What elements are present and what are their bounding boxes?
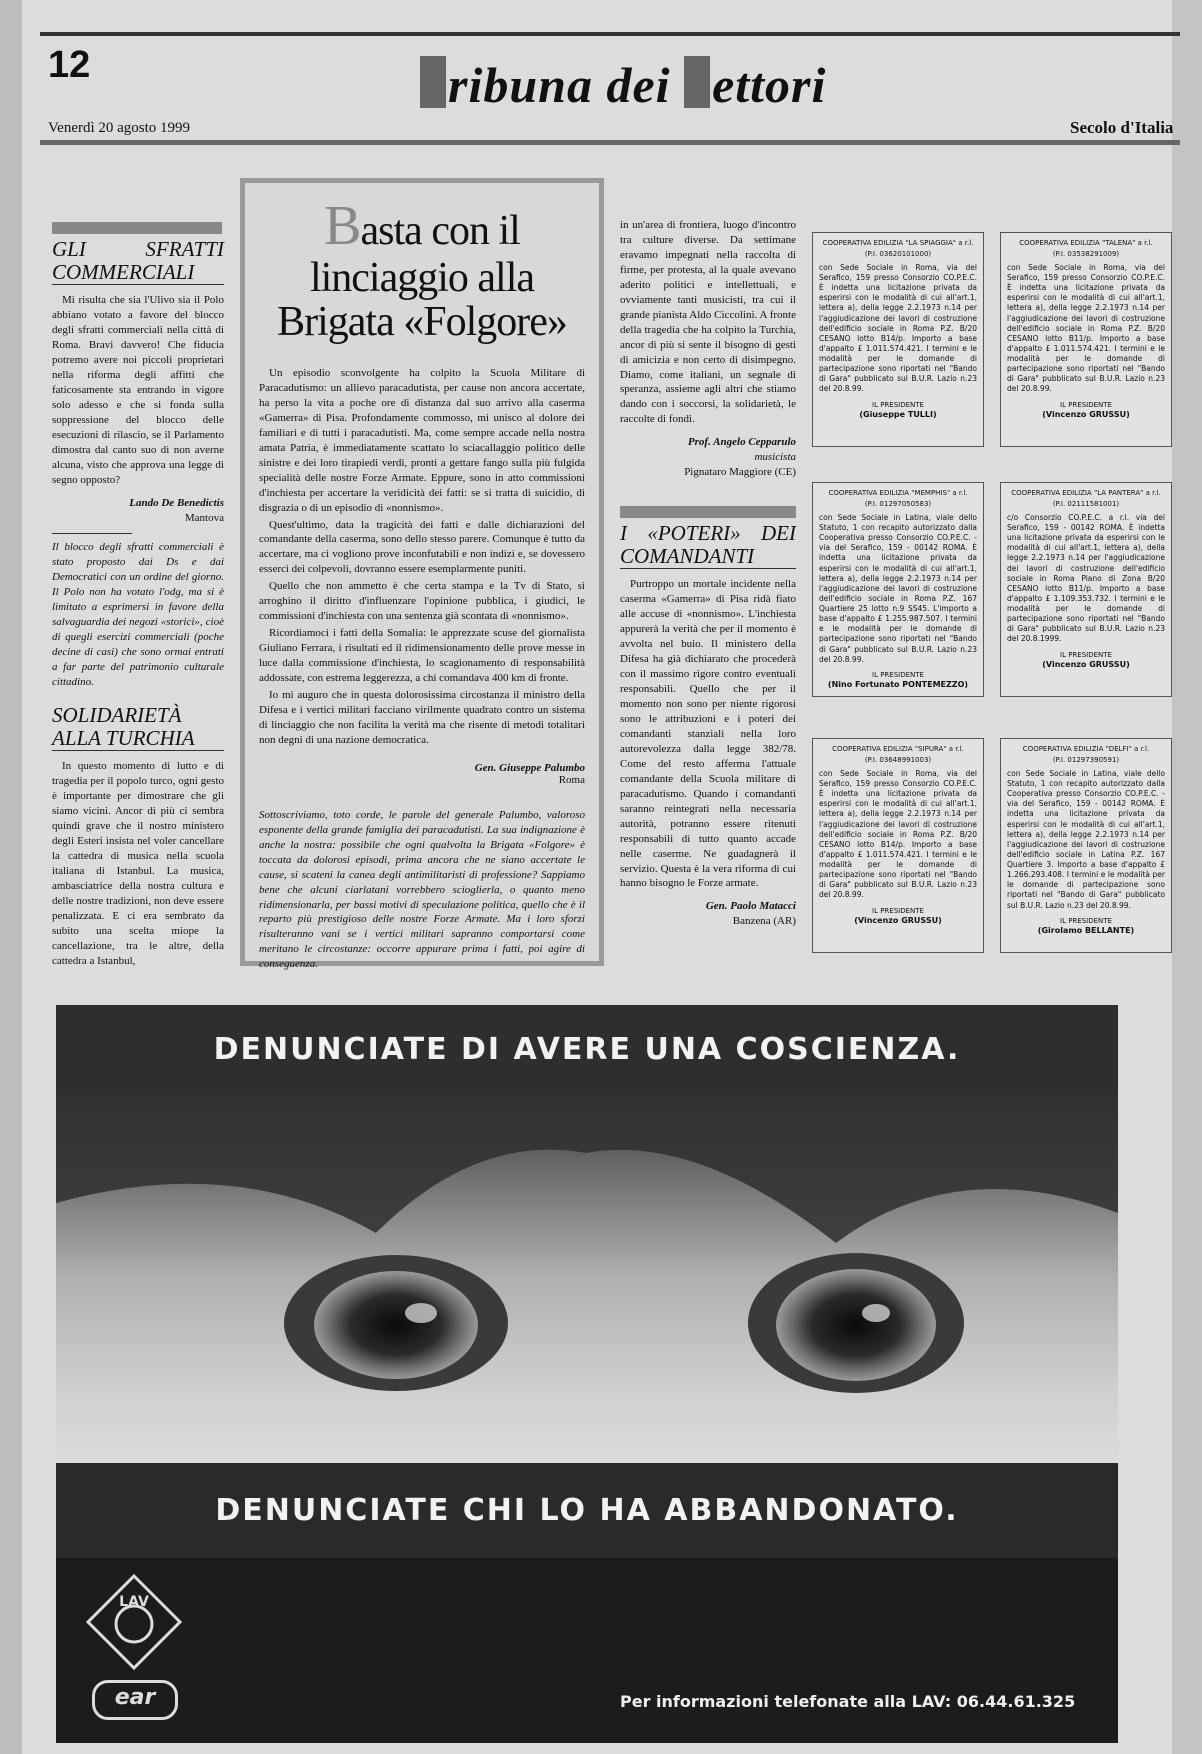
notice-vat: (P.I. 03538291009): [1052, 250, 1120, 259]
notice-title: COOPERATIVA EDILIZIA "MEMPHIS" a r.l.: [828, 489, 968, 497]
coop-notice: [1000, 738, 1172, 953]
feature-paragraph: Ricordiamoci i fatti della Somalia: le apprezzate scuse del giornalista Giuliano Ferrara, i risultati ed il ridimensionamento delle prove messe in luce dalla commissione d'inchiesta, lo scagionamento di responsabilità addossate, con estrema leggerezza, a chi comandava 400 km di fronte.: [259, 627, 585, 685]
ad-headline-top-banner: [56, 1005, 1118, 1093]
dateline: Venerdì 20 agosto 1999: [48, 120, 191, 136]
letter-city: Banzena (AR): [732, 915, 796, 928]
feature-paragraph: Io mi auguro che in questa dolorosissima circostanza il ministro della Difesa e i vertici militari facciano virilmente quadrato contro un sistema di linciaggio che non facilita la verità ma che risente di metodi totalitari non degni di una nazione democratica.: [259, 689, 585, 746]
notice-vat: (P.I. 02111581001): [1052, 500, 1120, 509]
feature-initial: B: [324, 195, 361, 257]
lav-logo-text: LAV: [119, 1594, 149, 1610]
dog-eyes-photo: [56, 1093, 1118, 1463]
notice-president-label: IL PRESIDENTE: [1060, 916, 1112, 925]
heading-band: [620, 506, 796, 518]
coop-notice: [812, 232, 984, 447]
masthead-part-1: ribuna dei: [448, 57, 685, 113]
page-binding: [0, 0, 22, 1754]
heading-band: [52, 222, 222, 234]
ad-footer: [56, 1558, 1118, 1743]
letter-city: Mantova: [184, 511, 224, 524]
notice-president-label: IL PRESIDENTE: [1060, 650, 1112, 659]
editor-reply: Il blocco degli sfratti commerciali è stato proposto dai Ds e dai Democratici con un ordine del giorno. Il Polo non ha votato l'odg, ma si è limitato a esprimersi in favore della salvaguardia dei negozi «storici», cioè di quegli esercizi commerciali (poche decine di casi) che sono ormai entrati a far parte del patrimonio culturale cittadino.: [52, 541, 224, 689]
left-column: [52, 222, 224, 971]
coop-notice: [812, 482, 984, 697]
letter-continuation: in un'area di frontiera, luogo d'incontro tra culture diverse. Da settimane eravamo impegnati nella raccolta di firme, per protesta, al la quale avevano aderito politici e intellettuali, e ovviamente tanti musicisti, tra cui il grande pianista Aldo Ciccolini. A fronte della tragedia che ha colpito la Turchia, ancor di più si sente il bisogno di gesti di amicizia e non certo di disimpegno. Diamo, come italiani, un segnale di speranza, assieme agli altri che stiamo dando con i soccorsi, la solidarietà, le raccolte di fondi.: [620, 219, 796, 426]
notice-title: COOPERATIVA EDILIZIA "DELFI" a r.l.: [1022, 745, 1150, 753]
letter-author: Prof. Angelo Cepparulo: [687, 436, 796, 449]
feature-title-rest: asta con il linciaggio alla Brigata «Folgore»: [277, 208, 567, 345]
letter-body: Mi risulta che sia l'Ulivo sia il Polo abbiano votato a favore del blocco degli sfratti commerciali nella città di Roma. Bravi davvero! Che fiducia potremo avere noi piccoli proprietari nella riforma degli affitti che faticosamente sta entrando in vigore solo adesso e che si fonda sulla soppressione del blocco delle esecuzioni di rilascio, se il Parlamento dimostra dal canto suo di non averne alcuna, visto che approva una legge di segno opposto?: [52, 294, 224, 486]
notice-body: con Sede Sociale in Roma, via del Serafico, 159 presso Consorzio CO.P.E.C. È indetta una licitazione privata da esperirsi con le modalità di cui all'art.1, lettera a), della legge 2.2.1973 n.14 per l'aggiudicazione dei lavori di costruzione dell'edificio sociale in Roma P.Z. B/20 CESANO lotto B14/p. Importo a base d'appalto £ 1.011.574.421. I termini e le modalità per le domande di partecipazione sono riportati nel "Bando di Gara" pubblicato sul B.U.R. Lazio n.23 del 20.8.99.: [819, 262, 977, 394]
notice-president-label: IL PRESIDENTE: [872, 906, 924, 915]
notice-president-name: (Vincenzo GRUSSU): [1042, 409, 1130, 419]
notice-president-label: IL PRESIDENTE: [872, 400, 924, 409]
feature-title: [259, 197, 585, 344]
feature-body: [259, 366, 585, 748]
notice-body: con Sede Sociale in Roma, via del Serafico, 159 presso Consorzio CO.P.E.C. È indetta una licitazione privata da esperirsi con le modalità di cui all'art.1, lettera a), della legge 2.2.1973 n.14 per l'aggiudicazione dei lavori di costruzione dell'edificio sociale in Roma P.Z. B/20 CESANO lotto B14/p. Importo a base d'appalto £ 1.011.574.421. I termini e le modalità per le domande di partecipazione sono riportati nel "Bando di Gara" pubblicato sul B.U.R. Lazio n.23 del 20.8.99.: [819, 768, 977, 900]
masthead-bar-t: [420, 56, 446, 108]
notice-body: con Sede Sociale in Roma, via del Serafico, 159 presso Consorzio CO.P.E.C. È indetta una licitazione privata da esperirsi con le modalità di cui all'art.1, lettera a), della legge 2.2.1973 n.14 per l'aggiudicazione dei lavori di costruzione dell'edificio sociale in Roma P.Z. B/20 CESANO lotto B11/p. Importo a base d'appalto £ 1.011.574.421. I termini e le modalità per le domande di partecipazione sono riportati nel "Bando di Gara" pubblicato sul B.U.R. Lazio n.23 del 20.8.99.: [1007, 262, 1165, 394]
notice-title: COOPERATIVA EDILIZIA "LA PANTERA" a r.l.: [1011, 489, 1161, 497]
notice-president-name: (Nino Fortunato PONTEMEZZO): [827, 680, 969, 690]
ad-headline-bottom: DENUNCIATE CHI LO HA ABBANDONATO.: [215, 1493, 959, 1528]
masthead-bar-l: [684, 56, 710, 108]
notice-body: con Sede Sociale in Latina, viale dello Statuto, 1 con recapito autorizzato dalla Cooperativa presso Consorzio CO.P.E.C. - via del Serafico, 159 - 00142 ROMA. È indetta una licitazione privata da esperirsi con le modalità di cui all'art.1, lettera a), della legge 2.2.1973 n.14 per l'aggiudicazione dei lavori di costruzione dell'edificio sociale in Roma P.Z. 167 Quartiere 25 lotto n.9 SS45. L'importo a base d'appalto £ 1.255.987.507. I termini e le modalità per le domande di partecipazione sono riportati nel "Bando di Gara" pubblicato sul B.U.R. Lazio n.23 del 20.8.99.: [819, 512, 977, 664]
letter-title: GLI SFRATTI COMMERCIALI: [52, 237, 224, 285]
masthead: [420, 56, 826, 114]
page-number: 12: [48, 44, 91, 86]
lav-logo: [84, 1572, 184, 1672]
notice-vat: (P.I. 03620101000): [864, 250, 932, 259]
page-gutter: [1172, 0, 1202, 1754]
letter-role: musicista: [754, 451, 796, 464]
notice-title: COOPERATIVA EDILIZIA "LA SPIAGGIA" a r.l.: [822, 239, 974, 247]
feature-paragraph: Un episodio sconvolgente ha colpito la Scuola Militare di Paracadutismo: un allievo paracadutista, per cause non ancora accertate, ha perso la vita a poche ore di distanza dal suo arrivo alla caserma «Gamerra» di Pisa. Profondamente commosso, mi unisco al dolore dei familiari e di tutti i paracadutisti. Ma, come sempre accade nella nostra amata Patria, è immediatamente scattato lo sciacallaggio politico delle sinistre e dei loro tirapiedi verdi, pronti a gettare fango sulla più fulgida specialità delle nostre Forze Armate. Eppure, sono in atto commissioni d'inchiesta per accertare la veridicità dei fatti: se si tratta di suicidio, di disgrazia o di un episodio di «nonnismo».: [259, 366, 585, 514]
middle-column: [620, 218, 796, 929]
coop-notice: [1000, 232, 1172, 447]
letter-title: SOLIDARIETÀ ALLA TURCHIA: [52, 704, 224, 751]
letter-author: Lando De Benedictis: [129, 496, 224, 509]
letter-city: Pignataro Maggiore (CE): [684, 466, 796, 479]
feature-author: Gen. Giuseppe Palumbo: [474, 761, 585, 774]
feature-paragraph: Quello che non ammetto è che certa stampa e la Tv di Stato, si arroghino il diritto d'influenzare l'opinione pubblica, i giudici, le commissioni d'inchiesta con una sentenza già scontata di «nonnismo».: [259, 580, 585, 623]
notice-vat: (P.I. 01297050583): [864, 500, 932, 509]
notice-president-label: IL PRESIDENTE: [1060, 400, 1112, 409]
coop-notice: [1000, 482, 1172, 697]
notice-title: COOPERATIVA EDILIZIA "SIPURA" a r.l.: [832, 745, 964, 753]
notice-president-name: (Giuseppe TULLI): [859, 409, 937, 419]
feature-city: Roma: [558, 773, 585, 786]
feature-box: [240, 178, 604, 971]
notice-vat: (P.I. 03648991003): [864, 756, 932, 765]
notice-title: COOPERATIVA EDILIZIA "TALENA" a r.l.: [1019, 239, 1153, 247]
notice-body: con Sede Sociale in Latina, viale dello Statuto, 1 con recapito autorizzato dalla Cooperativa presso Consorzio CO.P.E.C. - via del Serafico, 159 - 00142 ROMA. È indetta una licitazione privata da esperirsi con le modalità di cui all'art.1, lettera a), della legge 2.2.1973 n.14 per l'aggiudicazione dei lavori di costruzione dell'edificio sociale in Latina P.Z. 167 Quartiere 3. Importo a base d'appalto £ 1.266.293.408. I termini e le modalità per le domande di partecipazione sono riportati nel "Bando di Gara" pubblicato sul B.U.R. Lazio n.23 del 20.8.99.: [1007, 768, 1165, 910]
notice-body: c/o Consorzio CO.P.E.C. a r.l. via del Serafico, 159 - 00142 ROMA. È indetta una licitazione privata da esperirsi con le modalità di cui all'art.1, lettera a), della legge 2.2.1973 n.14 per l'aggiudicazione dei lavori di costruzione dell'edificio sociale in Roma Piano di Zona B/20 CESANO lotto B11/p. Importo a base d'appalto £ 1.109.353.732. I termini e le modalità per le domande di partecipazione sono riportati nel "Bando di Gara" pubblicato sul B.U.R. Lazio n.23 del 20.8.1999.: [1007, 512, 1165, 644]
notice-president-name: (Vincenzo GRUSSU): [1042, 659, 1130, 669]
feature-paragraph: Quest'ultimo, data la tragicità dei fatti e dalle dichiarazioni del comandante della caserma, sono dello stesso parere. Comunque è tutto da accertare, ma ci vogliono prove inconfutabili e non indizi e, se dovessero esserci dei colpevoli, dovranno essere esemplarmente puniti.: [259, 518, 585, 576]
letter-title: I «POTERI» DEI COMANDANTI: [620, 521, 796, 569]
letter-body: In questo momento di lutto e di tragedia per il popolo turco, ogni gesto è importante per dimostrare che gli siamo vicini. Ancor di più ci sembra quindi grave che il nostro ministero degli Esteri insista nel voler cancellare la cattedra di musica nella scuola italiana di Istanbul. La musica, ambasciatrice della nostra cultura e delle nostre tradizioni, non deve essere penalizzata. E ci era sembrato da subito una scelta miope la cancellazione, tra le altre, della cattedra a Istanbul,: [52, 760, 224, 967]
coop-notice: [812, 738, 984, 953]
letter-body: Purtroppo un mortale incidente nella caserma «Gamerra» di Pisa ridà fiato alle accuse di «nonnismo». L'inchiesta appurerà la verità che per il momento è avvolta nel buio. Il ministero della Difesa ha già dichiarato che procederà con il massimo rigore contro eventuali responsabili. Quello che per il momento non sono per niente rigorosi sono le attribuzioni e i poteri dei comandanti stanziali nella loro autorevolezza dalla legge 382/78. Come del resto afferma l'attuale comandante della Scuola militare di paracadutismo. Quando i comandanti saranno reintegrati nella necessaria autorità, potranno essere ritenuti responsabili di tutto quanto accade nelle caserme. Ne guadagnerà il servizio. Questa è la vera riforma di cui hanno bisogno le Forze armate.: [620, 578, 796, 890]
header-rule: [40, 140, 1180, 145]
newspaper-name: Secolo d'Italia: [1070, 118, 1174, 137]
ad-headline-bottom-banner: [56, 1463, 1118, 1558]
notice-president-name: (Girolamo BELLANTE): [1037, 926, 1135, 936]
notice-president-name: (Vincenzo GRUSSU): [854, 915, 942, 925]
dog-eyes-illustration: [56, 1093, 1118, 1463]
feature-reply: Sottoscriviamo, toto corde, le parole del generale Palumbo, valoroso esponente della grande famiglia dei paracadutisti. La sua indignazione è anche la nostra: possibile che ogni qualvolta la Brigata «Folgore» è toccata da dolorosi episodi, prima ancora che ne siano accertate le cause, si scateni la canea degli antimilitaristi di professione? Sappiamo bene che alcuni ciarlatani vorrebbero scioglierla, o quanto meno ridimensionarla, per bassi motivi di speculazione politica, quello che è il reparto più prestigioso delle nostre Forze Armate. Ma i loro sforzi risulteranno vani se i vertici militari sapranno comportarsi come meritano le circostanze: occorre appurare prima i fatti, poi agire di conseguenza.: [259, 808, 585, 971]
notice-vat: (P.I. 01297390591): [1052, 756, 1120, 765]
letter-author: Gen. Paolo Matacci: [705, 900, 796, 913]
notice-president-label: IL PRESIDENTE: [872, 670, 924, 679]
ad-phone-line: Per informazioni telefonate alla LAV: 06.44.61.325: [620, 1692, 1076, 1711]
divider: [52, 533, 132, 534]
top-rule: [40, 32, 1180, 36]
agency-logo: ear: [92, 1680, 178, 1720]
masthead-part-2: ettori: [712, 57, 827, 113]
ad-headline-top: DENUNCIATE DI AVERE UNA COSCIENZA.: [213, 1031, 961, 1067]
